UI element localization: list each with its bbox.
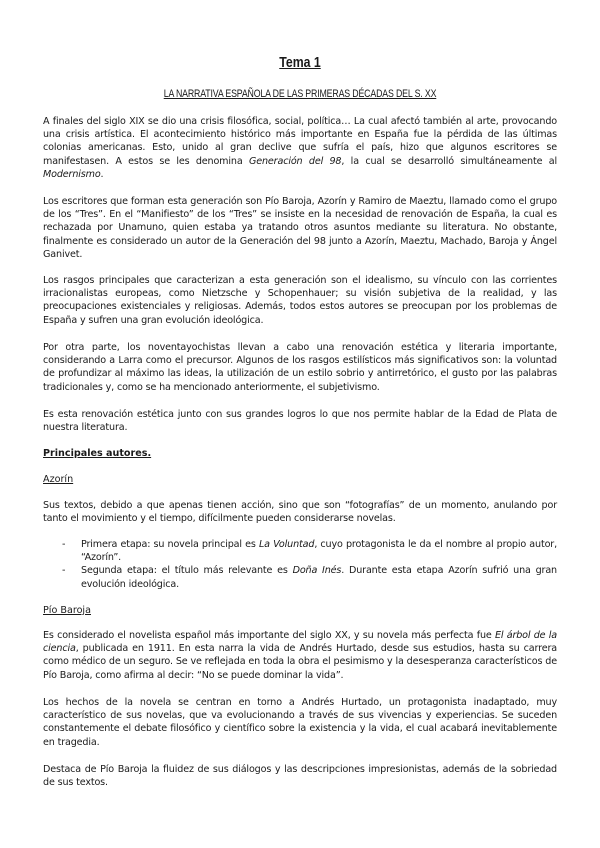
intro-paragraph-2: Los escritores que forman esta generación son Pío Baroja, Azorín y Ramiro de Maeztu, llamado como el grupo de los “Tres”. En el “Manifiesto” de los “Tres” se insiste en la necesidad de renovación de España, la cual es rechazada por Unamuno, quien estaba ya tratando otros asuntos mediante su literatura. No obstante, finalmente es considerado un autor de la Generación del 98 junto a Azorín, Maeztu, Machado, Baroja y Ángel Ganivet.	[43, 196, 557, 260]
emphasis-modernismo: Modernismo	[43, 168, 101, 180]
baroja-paragraph-1	[43, 629, 557, 682]
emphasis-generacion-98: Generación del 98	[248, 155, 342, 167]
dash-bullet: -	[62, 539, 66, 550]
document-subtitle: LA NARRATIVA ESPAÑOLA DE LAS PRIMERAS DÉCADAS DEL S. XX	[163, 88, 437, 100]
text: . Durante esta etapa Azorín sufrió una gran evolución ideológica.	[81, 565, 557, 590]
text: , cuyo protagonista le da el nombre al propio autor, “Azorín”.	[81, 539, 557, 564]
intro-paragraph-5: Es esta renovación estética junto con sus grandes logros lo que nos permite hablar de la Edad de Plata de nuestra literatura.	[43, 409, 557, 434]
text: Segunda etapa: el título más relevante es	[81, 565, 293, 577]
baroja-paragraph-3: Destaca de Pío Baroja la fluidez de sus diálogos y las descripciones impresionistas, además de la sobriedad de sus textos.	[43, 764, 557, 789]
text: , la cual se desarrolló simultáneamente al	[341, 155, 557, 167]
subheading-azorin: Azorín	[43, 474, 74, 485]
text: , publicada en 1911. En esta narra la vida de Andrés Hurtado, desde sus estudios, hasta su carrera como médico de un seguro. Se ve reflejada en toda la obra el pesimismo y la desesperanza característicos de Pío Baroja, como afirma al decir: “No se puede dominar la vida”.	[43, 643, 557, 681]
emphasis-dona-ines: Doña Inés	[292, 565, 342, 577]
dash-bullet: -	[62, 565, 66, 577]
list-item-segunda-etapa	[43, 564, 557, 590]
text: A finales del siglo XIX se dio una crisis filosófica, social, política… La cual afectó también al arte, provocando una crisis artística. El acontecimiento histórico más importante en España fue la pérdida de las últimas colonias americanas. Esto, unido al gran declive que sufría el país, hizo que algunos escritores se manifestasen. A estos se les denomina	[43, 116, 557, 167]
document-title: Tema 1	[279, 54, 321, 71]
subheading-pio-baroja: Pío Baroja	[43, 605, 91, 616]
emphasis-la-voluntad: La Voluntad	[258, 539, 315, 550]
intro-paragraph-4: Por otra parte, los noventayochistas llevan a cabo una renovación estética y literaria importante, considerando a Larra como el precursor. Algunos de los rasgos estilísticos más significativos son: la voluntad de profundizar al máximo las ideas, la utilización de un estilo sobrio y antirretórico, el gusto por las palabras tradicionales y, como se ha mencionado anteriormente, el subjetivismo.	[43, 342, 557, 393]
list-item-primera-etapa	[43, 538, 557, 564]
text: Primera etapa: su novela principal es	[81, 539, 259, 550]
text: Es considerado el novelista español más importante del siglo XX, y su novela más perfecta fue	[43, 630, 495, 641]
intro-paragraph-3: Los rasgos principales que caracterizan a esta generación son el idealismo, su vínculo con las corrientes irracionalistas europeas, como Nietzsche y Schopenhauer; su visión subjetiva de la realidad, y las preocupaciones existenciales y religiosas. Además, todos estos autores se preocupan por los problemas de España y sufren una gran evolución ideológica.	[43, 275, 557, 326]
text: .	[100, 168, 104, 180]
section-heading-principales-autores: Principales autores.	[43, 448, 152, 459]
baroja-paragraph-2: Los hechos de la novela se centran en torno a Andrés Hurtado, un protagonista inadaptado, muy característico de sus novelas, que va evolucionando a través de sus vivencias y experiencias. Se suceden constantemente el debate filosófico y científico sobre la existencia y la vida, el cual acabará inevitablemente en tragedia.	[43, 697, 557, 748]
intro-paragraph-1	[43, 115, 557, 181]
emphasis-el-arbol-de-la-ciencia: El árbol de la ciencia	[43, 630, 558, 655]
azorin-stages-list	[43, 538, 557, 591]
azorin-paragraph-1: Sus textos, debido a que apenas tienen acción, sino que son “fotografías” de un momento, anulando por tanto el movimiento y el tiempo, difícilmente pueden considerarse novelas.	[43, 500, 557, 525]
